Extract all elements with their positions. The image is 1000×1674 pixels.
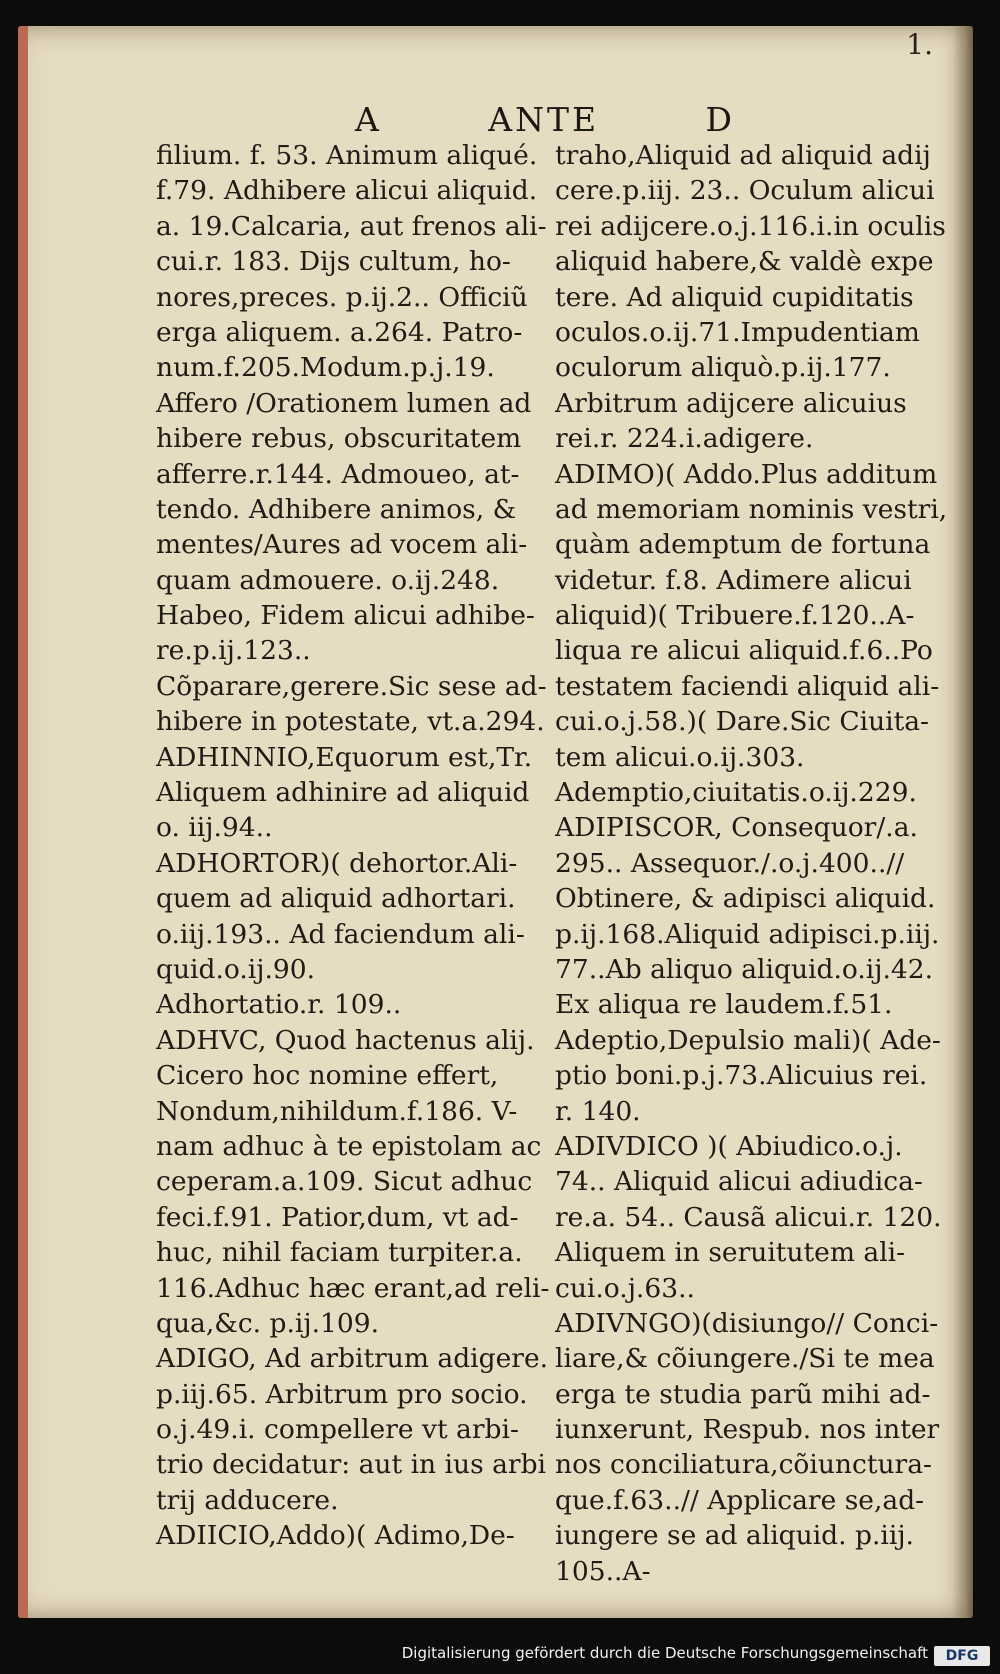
running-header: [355, 100, 735, 139]
text-line: oculos.o.ij.71.Impudentiam: [555, 316, 920, 348]
text-line: erga aliquem. a.264. Patro-: [156, 316, 523, 348]
dfg-logo: DFG: [934, 1646, 990, 1666]
text-line: videtur. f.8. Adimere alicui: [555, 564, 912, 596]
text-line: que.f.63..// Applicare se,ad-: [555, 1484, 925, 1516]
text-line: huc, nihil faciam turpiter.a.: [156, 1237, 523, 1269]
text-line: p.iij.65. Arbitrum pro socio.: [156, 1378, 528, 1410]
text-line: liare,& cõiungere./Si te mea: [555, 1343, 935, 1375]
text-line: traho,Aliquid ad aliquid adij: [555, 140, 931, 171]
text-line: Obtinere, & adipisci aliquid.: [555, 883, 936, 915]
text-line: oculorum aliquò.p.ij.177.: [555, 352, 891, 384]
text-line: cui.o.j.58.)( Dare.Sic Ciuita-: [555, 706, 930, 738]
text-line: nores,preces. p.ij.2.. Officiũ: [156, 281, 528, 313]
text-line: ADIVNGO)(disiungo// Conci-: [555, 1307, 939, 1339]
text-line: tem alicui.o.ij.303.: [555, 741, 805, 773]
text-line: hibere in potestate, vt.a.294.: [156, 706, 545, 738]
text-line: Aliquem adhinire ad aliquid: [156, 777, 530, 809]
text-line: Nondum,nihildum.f.186. V-: [156, 1095, 518, 1127]
text-line: ADIVDICO )( Abiudico.o.j.: [555, 1130, 903, 1162]
text-line: trij adducere.: [156, 1484, 339, 1516]
text-line: quam admouere. o.ij.248.: [156, 564, 500, 596]
text-line: Aliquem in seruitutem ali-: [555, 1237, 906, 1269]
text-line: 105..A-: [555, 1555, 651, 1587]
text-line: ptio boni.p.j.73.Alicuius rei.: [555, 1060, 928, 1092]
text-line: trio decidatur: aut in ius arbi: [156, 1449, 547, 1481]
text-line: filium. f. 53. Animum aliqué.: [156, 140, 538, 171]
text-line: rei.r. 224.i.adigere.: [555, 423, 814, 455]
text-line: Adhortatio.r. 109..: [156, 989, 402, 1021]
right-text-column: [555, 138, 947, 1589]
left-text-column: [156, 138, 549, 1554]
text-line: Cicero hoc nomine effert,: [156, 1060, 499, 1092]
text-line: afferre.r.144. Admoueo, at-: [156, 458, 520, 490]
text-line: 295.. Assequor./.o.j.400..//: [555, 847, 905, 879]
text-line: Cõparare,gerere.Sic sese ad-: [156, 670, 547, 702]
corner-mark: 1.: [906, 28, 933, 61]
text-line: hibere rebus, obscuritatem: [156, 423, 522, 455]
text-line: Arbitrum adijcere alicuius: [555, 387, 907, 419]
text-line: p.ij.168.Aliquid adipisci.p.iij.: [555, 918, 940, 950]
text-line: cui.o.j.63..: [555, 1272, 695, 1304]
funding-credit: Digitalisierung gefördert durch die Deutsche Forschungsgemeinschaft: [401, 1644, 928, 1662]
text-line: ADIPISCOR, Consequor/.a.: [555, 812, 918, 844]
text-line: rei adijcere.o.j.116.i.in oculis: [555, 210, 946, 242]
text-line: ADHVC, Quod hactenus alij.: [156, 1024, 535, 1056]
text-line: a. 19.Calcaria, aut frenos ali-: [156, 210, 547, 242]
text-line: o. iij.94..: [156, 812, 273, 844]
header-letter-right: D: [705, 100, 735, 139]
text-line: ad memoriam nominis vestri,: [555, 493, 948, 525]
text-line: Adeptio,Depulsio mali)( Ade-: [555, 1024, 941, 1056]
page-spine-edge: [18, 26, 28, 1618]
text-line: re.a. 54.. Causã alicui.r. 120.: [555, 1201, 942, 1233]
text-line: cere.p.iij. 23.. Oculum alicui: [555, 175, 935, 207]
text-line: ADHORTOR)( dehortor.Ali-: [156, 847, 518, 879]
text-line: ADIGO, Ad arbitrum adigere.: [156, 1343, 549, 1375]
text-line: testatem faciendi aliquid ali-: [555, 670, 940, 702]
text-line: o.iij.193.. Ad faciendum ali-: [156, 918, 525, 950]
text-line: aliquid habere,& valdè expe: [555, 246, 934, 278]
text-line: 116.Adhuc hæc erant,ad reli-: [156, 1272, 550, 1304]
text-line: Ex aliqua re laudem.f.51.: [555, 989, 893, 1021]
text-line: nam adhuc à te epistolam ac: [156, 1130, 542, 1162]
text-line: ADIMO)( Addo.Plus additum: [555, 458, 938, 490]
text-line: quem ad aliquid adhortari.: [156, 883, 516, 915]
text-line: erga te studia parũ mihi ad-: [555, 1378, 931, 1410]
text-line: liqua re alicui aliquid.f.6..Po: [555, 635, 933, 667]
text-line: nos conciliatura,cõiunctura-: [555, 1449, 932, 1481]
header-letter-left: A: [355, 100, 382, 139]
text-line: 74.. Aliquid alicui adiudica-: [555, 1166, 923, 1198]
text-line: ADHINNIO,Equorum est,Tr.: [156, 741, 533, 773]
text-line: o.j.49.i. compellere vt arbi-: [156, 1414, 519, 1446]
page-shadow-edge: [953, 26, 973, 1618]
text-line: iunxerunt, Respub. nos inter: [555, 1414, 940, 1446]
header-word: ANTE: [488, 100, 600, 139]
text-line: aliquid)( Tribuere.f.120..A-: [555, 600, 915, 632]
text-line: tere. Ad aliquid cupiditatis: [555, 281, 914, 313]
text-line: mentes/Aures ad vocem ali-: [156, 529, 528, 561]
text-line: tendo. Adhibere animos, &: [156, 493, 517, 525]
text-line: num.f.205.Modum.p.j.19.: [156, 352, 495, 384]
text-line: 77..Ab aliquo aliquid.o.ij.42.: [555, 953, 934, 985]
text-line: Habeo, Fidem alicui adhibe-: [156, 600, 535, 632]
text-line: ADIICIO,Addo)( Adimo,De-: [156, 1520, 515, 1552]
text-line: cui.r. 183. Dijs cultum, ho-: [156, 246, 511, 278]
text-line: qua,&c. p.ij.109.: [156, 1307, 380, 1339]
footer-bar: [0, 1618, 1000, 1674]
text-line: re.p.ij.123..: [156, 635, 311, 667]
text-line: r. 140.: [555, 1095, 641, 1127]
text-line: Affero /Orationem lumen ad: [156, 387, 532, 419]
text-line: ceperam.a.109. Sicut adhuc: [156, 1166, 533, 1198]
text-line: f.79. Adhibere alicui aliquid.: [156, 175, 538, 207]
text-line: iungere se ad aliquid. p.iij.: [555, 1520, 914, 1552]
text-line: quid.o.ij.90.: [156, 953, 316, 985]
text-line: quàm ademptum de fortuna: [555, 529, 931, 561]
text-line: feci.f.91. Patior,dum, vt ad-: [156, 1201, 519, 1233]
text-line: Ademptio,ciuitatis.o.ij.229.: [555, 777, 917, 809]
